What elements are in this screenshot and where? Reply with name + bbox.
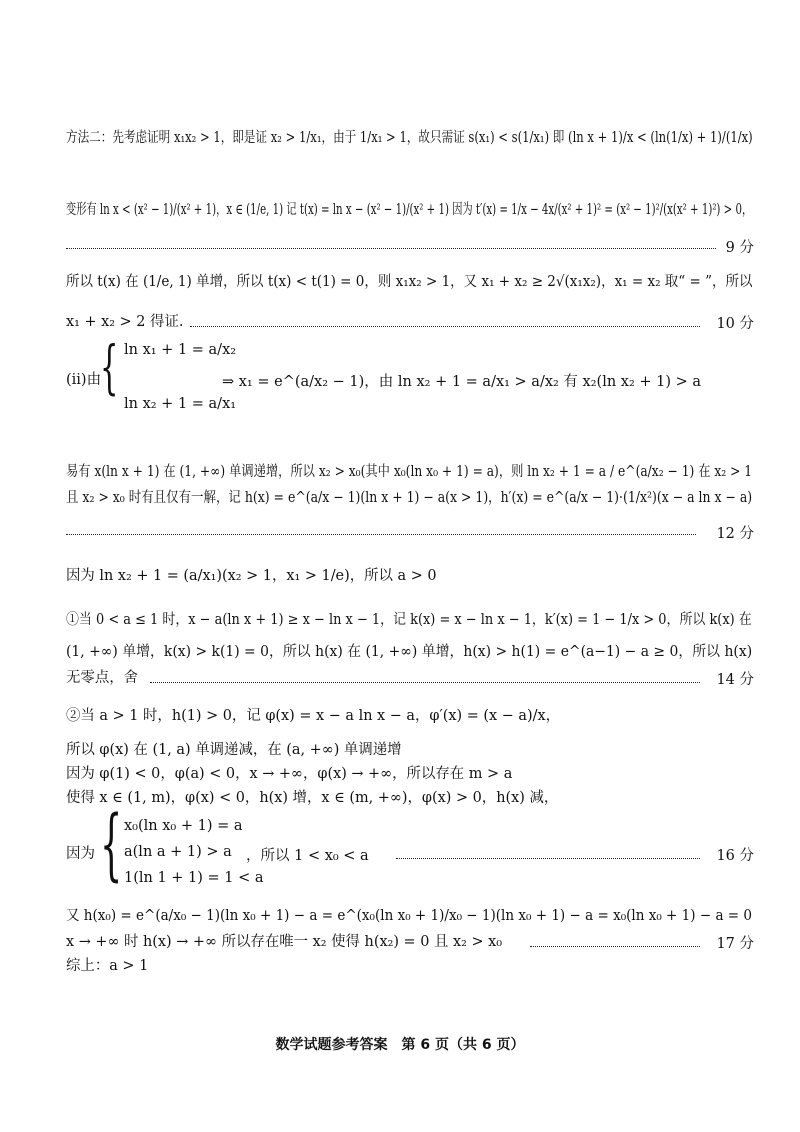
case-two-line: ②当 a > 1 时，h(1) > 0，记 φ(x) = x − a ln x − a，φ′(x) = (x − a)/x， xyxy=(66,708,561,724)
system2-eq-3: 1(ln 1 + 1) = 1 < a xyxy=(124,870,264,886)
proof-done-line: x₁ + x₂ > 2 得证. xyxy=(66,314,184,330)
dot-leader-16 xyxy=(396,858,700,859)
score-14: 14 分 xyxy=(716,672,754,688)
system-brace-2: { xyxy=(100,800,123,890)
dot-leader-17 xyxy=(530,946,700,947)
method-two-line: 方法二：先考虑证明 x₁x₂ > 1，即是证 x₂ > 1/x₁，由于 1/x₁ > 1，故只需证 s(x₁) < s(1/x₁) 即 (ln x + 1)/x < (ln(1/x) + 1)/(1/x) xyxy=(66,130,753,146)
system-eq-2: ln x₂ + 1 = a/x₁ xyxy=(124,396,237,412)
score-9: 9 分 xyxy=(725,240,754,256)
system-conclusion: ⇒ x₁ = e^(a/x₂ − 1)，由 ln x₂ + 1 = a/x₁ > a/x₂ 有 x₂(ln x₂ + 1) > a xyxy=(222,374,702,390)
score-16: 16 分 xyxy=(716,848,754,864)
case-one-line: ①当 0 < a ≤ 1 时，x − a(ln x + 1) ≥ x − ln x − 1，记 k(x) = x − ln x − 1，k′(x) = 1 − 1/x > 0，所以 k(x) 在 xyxy=(66,612,752,628)
page-footer: 数学试题参考答案 第 6 页（共 6 页） xyxy=(275,1037,525,1053)
dot-leader-9 xyxy=(66,248,716,249)
score-10: 10 分 xyxy=(716,316,754,332)
score-17: 17 分 xyxy=(716,936,754,952)
phi-monotone-line: 所以 φ(x) 在 (1, a) 单调递减，在 (a, +∞) 单调递增 xyxy=(66,742,402,758)
case-one-cont-line: (1, +∞) 单增，k(x) > k(1) = 0，所以 h(x) 在 (1, +∞) 单增，h(x) > h(1) = e^(a−1) − a ≥ 0，所以 h(x) xyxy=(66,644,753,660)
unique-solution-line: 且 x₂ > x₀ 时有且仅有一解，记 h(x) = e^(a/x − 1)(ln x + 1) − a(x > 1)，h′(x) = e^(a/x − 1)·(1/x²)(x − a ln x − a) xyxy=(66,490,753,506)
system-eq-1: ln x₁ + 1 = a/x₂ xyxy=(124,342,237,358)
because-label: 因为 xyxy=(66,846,95,862)
dot-leader-14 xyxy=(150,682,700,683)
no-zero-line: 无零点，舍 xyxy=(66,670,139,686)
h-behavior-line: 使得 x ∈ (1, m)，φ(x) < 0，h(x) 增，x ∈ (m, +∞)，φ(x) > 0，h(x) 减， xyxy=(66,790,559,806)
transform-line: 变形有 ln x < (x² − 1)/(x² + 1)，x ∈ (1/e, 1) 记 t(x) = ln x − (x² − 1)/(x² + 1) 因为 t′(x) = 1/x − 4x/(x² + 1)² = (x² − 1)²/(x(x² + 1)²) > 0， xyxy=(66,202,753,218)
a-positive-line: 因为 ln x₂ + 1 = (a/x₁)(x₂ > 1，x₁ > 1/e)，所以 a > 0 xyxy=(66,568,437,584)
phi-limit-line: 因为 φ(1) < 0，φ(a) < 0，x → +∞，φ(x) → +∞，所以存在 m > a xyxy=(66,766,513,782)
part-ii-label: (ⅱ)由 xyxy=(66,372,102,388)
monotonic-line: 所以 t(x) 在 (1/e, 1) 单增，所以 t(x) < t(1) = 0，则 x₁x₂ > 1，又 x₁ + x₂ ≥ 2√(x₁x₂)，x₁ = x₂ 取“ = ”，所以 xyxy=(66,274,753,290)
summary-line: 综上：a > 1 xyxy=(66,958,149,974)
h-x0-line: 又 h(x₀) = e^(a/x₀ − 1)(ln x₀ + 1) − a = e^(x₀(ln x₀ + 1)/x₀ − 1)(ln x₀ + 1) − a = x₀(ln x₀ + 1) − a = 0 xyxy=(66,908,753,924)
increasing-line: 易有 x(ln x + 1) 在 (1, +∞) 单调递增，所以 x₂ > x₀(其中 x₀(ln x₀ + 1) = a)，则 ln x₂ + 1 = a / e^(a/x₂ − 1) 在 x₂ > 1 xyxy=(66,464,753,480)
system2-eq-1: x₀(ln x₀ + 1) = a xyxy=(124,818,243,834)
system-brace-1: { xyxy=(100,333,119,401)
dot-leader-12 xyxy=(66,534,696,535)
system2-eq-2: a(ln a + 1) > a xyxy=(124,844,232,860)
system2-conclusion: ，所以 1 < x₀ < a xyxy=(246,848,369,864)
unique-x2-line: x → +∞ 时 h(x) → +∞ 所以存在唯一 x₂ 使得 h(x₂) = 0 且 x₂ > x₀ xyxy=(66,934,503,950)
dot-leader-10 xyxy=(190,326,700,327)
score-12: 12 分 xyxy=(716,526,754,542)
